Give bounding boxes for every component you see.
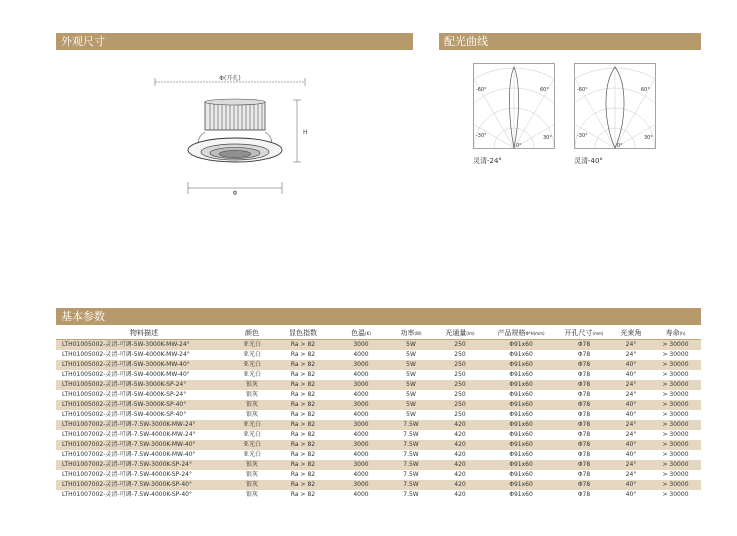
table-cell: > 30000 (650, 340, 701, 351)
table-cell: 7.5W (388, 470, 434, 480)
table-cell: Φ78 (556, 390, 612, 400)
table-cell: Φ78 (556, 410, 612, 420)
table-cell: 亚光白 (232, 350, 272, 360)
table-row (56, 350, 701, 360)
params-title: 基本参数 (61, 310, 105, 323)
table-cell: 420 (434, 480, 486, 490)
table-cell: 3000 (334, 340, 388, 351)
polar-chart-24 (473, 63, 555, 149)
table-cell: 40° (612, 490, 650, 500)
column-header-label: 颜色 (245, 328, 259, 337)
table-row (56, 480, 701, 490)
table-cell: 亚光白 (232, 450, 272, 460)
table-cell: 3000 (334, 440, 388, 450)
table-cell: 银灰 (232, 390, 272, 400)
table-cell: LTH01005002-灵清-可调-5W-3000K-SP-40° (56, 400, 232, 410)
table-cell: Ra > 82 (272, 370, 334, 380)
table-cell: Φ78 (556, 450, 612, 460)
table-row (56, 440, 701, 450)
polar1-label-neg30: -30° (476, 133, 487, 139)
table-row (56, 460, 701, 470)
table-cell: 3000 (334, 420, 388, 430)
table-cell: > 30000 (650, 440, 701, 450)
polar2-label-neg30: -30° (577, 133, 588, 139)
product-dimension-drawing (150, 70, 330, 200)
table-cell: Φ91x60 (486, 480, 556, 490)
table-cell: Φ78 (556, 490, 612, 500)
column-header-unit: (W) (414, 330, 422, 336)
column-header (56, 326, 232, 340)
column-header (388, 326, 434, 340)
table-cell: Ra > 82 (272, 340, 334, 351)
table-row (56, 430, 701, 440)
table-cell: Φ78 (556, 430, 612, 440)
polar1-label-30: 30° (543, 135, 552, 141)
table-cell: Φ91x60 (486, 390, 556, 400)
table-cell: LTH01005002-灵清-可调-5W-4000K-MW-24° (56, 350, 232, 360)
table-cell: 银灰 (232, 400, 272, 410)
table-cell: 4000 (334, 450, 388, 460)
table-cell: 250 (434, 390, 486, 400)
table-row (56, 370, 701, 380)
table-row (56, 470, 701, 480)
column-header-unit: (lm) (466, 330, 475, 336)
table-cell: 3000 (334, 360, 388, 370)
table-cell: 7.5W (388, 430, 434, 440)
table-cell: Φ91x60 (486, 460, 556, 470)
table-cell: 3000 (334, 460, 388, 470)
table-row (56, 410, 701, 420)
table-cell: 40° (612, 480, 650, 490)
table-cell: Φ78 (556, 460, 612, 470)
table-cell: > 30000 (650, 390, 701, 400)
table-cell: 7.5W (388, 480, 434, 490)
table-cell: 250 (434, 360, 486, 370)
table-cell: 7.5W (388, 420, 434, 430)
table-cell: 250 (434, 370, 486, 380)
table-cell: 40° (612, 400, 650, 410)
table-cell: 亚光白 (232, 440, 272, 450)
table-cell: 4000 (334, 350, 388, 360)
height-label: H (303, 129, 308, 136)
table-cell: > 30000 (650, 360, 701, 370)
dimensions-section-header (56, 33, 413, 50)
table-cell: 250 (434, 410, 486, 420)
table-cell: 4000 (334, 390, 388, 400)
column-header (334, 326, 388, 340)
column-header-label: 开孔尺寸 (564, 328, 593, 337)
column-header-unit: (mm) (592, 330, 604, 336)
table-cell: > 30000 (650, 430, 701, 440)
table-cell: 银灰 (232, 470, 272, 480)
table-cell: 24° (612, 470, 650, 480)
table-cell: Φ78 (556, 400, 612, 410)
table-cell: 亚光白 (232, 420, 272, 430)
table-row (56, 380, 701, 390)
table-cell: LTH01007002-灵清-可调-7.5W-4000K-SP-40° (56, 490, 232, 500)
table-cell: Φ78 (556, 350, 612, 360)
table-cell: Φ78 (556, 440, 612, 450)
table-cell: 4000 (334, 470, 388, 480)
column-header (272, 326, 334, 340)
table-cell: 24° (612, 460, 650, 470)
table-cell: 24° (612, 380, 650, 390)
table-cell: LTH01007002-灵清-可调-7.5W-3000K-MW-24° (56, 420, 232, 430)
column-header (612, 326, 650, 340)
table-cell: 5W (388, 350, 434, 360)
table-cell: > 30000 (650, 410, 701, 420)
table-row (56, 490, 701, 500)
column-header-unit: (K) (365, 330, 371, 336)
table-cell: 420 (434, 490, 486, 500)
table-cell: 4000 (334, 370, 388, 380)
table-cell: Ra > 82 (272, 450, 334, 460)
table-cell: Ra > 82 (272, 490, 334, 500)
polar1-label-0: 0° (516, 143, 522, 149)
table-cell: Ra > 82 (272, 360, 334, 370)
column-header-label: 产品规格 (497, 328, 526, 337)
table-row (56, 390, 701, 400)
table-cell: Φ91x60 (486, 470, 556, 480)
light-curve-title: 配光曲线 (444, 35, 488, 48)
table-cell: 40° (612, 440, 650, 450)
table-cell: 24° (612, 430, 650, 440)
polar-chart-24-caption: 灵清-24° (473, 157, 502, 165)
table-cell: 24° (612, 390, 650, 400)
table-cell: LTH01007002-灵清-可调-7.5W-4000K-MW-24° (56, 430, 232, 440)
table-body (56, 340, 701, 501)
table-cell: Ra > 82 (272, 380, 334, 390)
table-row (56, 450, 701, 460)
table-cell: Ra > 82 (272, 420, 334, 430)
table-cell: Ra > 82 (272, 470, 334, 480)
table-cell: 420 (434, 430, 486, 440)
table-cell: LTH01007002-灵清-可调-7.5W-3000K-SP-40° (56, 480, 232, 490)
column-header (556, 326, 612, 340)
table-cell: Φ91x60 (486, 450, 556, 460)
table-cell: 5W (388, 400, 434, 410)
table-cell: 银灰 (232, 490, 272, 500)
table-cell: 4000 (334, 430, 388, 440)
table-cell: 250 (434, 380, 486, 390)
table-cell: Φ91x60 (486, 360, 556, 370)
column-header (650, 326, 701, 340)
table-cell: Ra > 82 (272, 410, 334, 420)
table-cell: 420 (434, 440, 486, 450)
spec-table-container (56, 326, 701, 500)
table-cell: 40° (612, 370, 650, 380)
table-cell: 250 (434, 400, 486, 410)
table-cell: > 30000 (650, 470, 701, 480)
dimensions-title: 外观尺寸 (61, 35, 105, 48)
polar-chart-40 (574, 63, 656, 149)
polar1-label-neg60: -60° (476, 87, 487, 93)
column-header-unit: Φ*H(mm) (525, 330, 545, 336)
table-cell: LTH01005002-灵清-可调-5W-3000K-MW-24° (56, 340, 232, 351)
table-row (56, 340, 701, 351)
table-row (56, 420, 701, 430)
table-cell: Φ78 (556, 470, 612, 480)
table-cell: Φ78 (556, 340, 612, 351)
table-cell: Φ78 (556, 380, 612, 390)
column-header-unit: (h) (679, 330, 686, 336)
table-cell: > 30000 (650, 450, 701, 460)
table-cell: 5W (388, 360, 434, 370)
table-cell: Ra > 82 (272, 460, 334, 470)
table-cell: Φ78 (556, 360, 612, 370)
table-cell: Φ91x60 (486, 420, 556, 430)
light-curve-section-header (439, 33, 701, 50)
table-row (56, 400, 701, 410)
table-cell: Φ78 (556, 480, 612, 490)
table-cell: 7.5W (388, 440, 434, 450)
table-cell: 40° (612, 360, 650, 370)
table-cell: Φ78 (556, 370, 612, 380)
table-cell: LTH01007002-灵清-可调-7.5W-3000K-SP-24° (56, 460, 232, 470)
table-cell: 420 (434, 460, 486, 470)
table-cell: > 30000 (650, 460, 701, 470)
polar2-label-60: 60° (641, 87, 650, 93)
table-cell: Φ91x60 (486, 430, 556, 440)
table-cell: 银灰 (232, 380, 272, 390)
polar1-label-60: 60° (540, 87, 549, 93)
table-cell: > 30000 (650, 400, 701, 410)
table-cell: Ra > 82 (272, 440, 334, 450)
table-cell: 5W (388, 410, 434, 420)
heatsink (205, 99, 265, 130)
table-cell: > 30000 (650, 480, 701, 490)
table-cell: Ra > 82 (272, 430, 334, 440)
column-header-label: 光通量 (445, 328, 467, 337)
column-header-label: 物料描述 (130, 328, 158, 337)
table-cell: > 30000 (650, 350, 701, 360)
table-cell: 24° (612, 420, 650, 430)
table-cell: 5W (388, 390, 434, 400)
table-cell: Φ78 (556, 420, 612, 430)
table-cell: LTH01007002-灵清-可调-7.5W-4000K-SP-24° (56, 470, 232, 480)
column-header-label: 功率 (400, 328, 415, 337)
table-cell: 5W (388, 340, 434, 351)
table-cell: LTH01005002-灵清-可调-5W-4000K-SP-24° (56, 390, 232, 400)
table-cell: 银灰 (232, 480, 272, 490)
table-cell: Φ91x60 (486, 340, 556, 351)
polar2-label-30: 30° (644, 135, 653, 141)
table-cell: Φ91x60 (486, 410, 556, 420)
table-cell: 5W (388, 370, 434, 380)
table-cell: 250 (434, 340, 486, 351)
table-cell: 3000 (334, 380, 388, 390)
polar-chart-40-caption: 灵清-40° (574, 157, 603, 165)
table-cell: 5W (388, 380, 434, 390)
polar2-label-0: 0° (617, 143, 623, 149)
table-cell: 银灰 (232, 410, 272, 420)
table-cell: LTH01007002-灵清-可调-7.5W-3000K-MW-40° (56, 440, 232, 450)
table-cell: Ra > 82 (272, 480, 334, 490)
diameter-label: Φ (232, 190, 238, 197)
column-header-label: 光束角 (620, 328, 642, 337)
table-cell: Φ91x60 (486, 350, 556, 360)
table-cell: Φ91x60 (486, 440, 556, 450)
table-cell: > 30000 (650, 370, 701, 380)
table-cell: > 30000 (650, 490, 701, 500)
table-header-row (56, 326, 701, 340)
table-cell: 亚光白 (232, 360, 272, 370)
table-cell: 7.5W (388, 460, 434, 470)
table-cell: LTH01005002-灵清-可调-5W-3000K-SP-24° (56, 380, 232, 390)
table-cell: Φ91x60 (486, 370, 556, 380)
table-cell: 3000 (334, 480, 388, 490)
table-cell: Ra > 82 (272, 350, 334, 360)
table-cell: LTH01007002-灵清-可调-7.5W-4000K-MW-40° (56, 450, 232, 460)
table-cell: 250 (434, 350, 486, 360)
table-row (56, 360, 701, 370)
table-cell: 亚光白 (232, 340, 272, 351)
table-cell: > 30000 (650, 420, 701, 430)
table-cell: > 30000 (650, 380, 701, 390)
cutout-diameter-label: Φ(开孔) (219, 75, 241, 82)
column-header (486, 326, 556, 340)
table-cell: 4000 (334, 410, 388, 420)
spec-table (56, 326, 701, 500)
table-cell: 亚光白 (232, 370, 272, 380)
table-cell: 7.5W (388, 450, 434, 460)
column-header-label: 寿命 (665, 328, 680, 337)
table-cell: 24° (612, 340, 650, 351)
table-cell: 420 (434, 420, 486, 430)
column-header-label: 色温 (351, 328, 366, 337)
table-cell: Ra > 82 (272, 400, 334, 410)
table-cell: LTH01005002-灵清-可调-5W-3000K-MW-40° (56, 360, 232, 370)
table-cell: 40° (612, 410, 650, 420)
lamp-trim (188, 138, 282, 162)
table-cell: 亚光白 (232, 430, 272, 440)
column-header-label: 显色指数 (289, 328, 317, 337)
table-cell: 40° (612, 450, 650, 460)
table-cell: 420 (434, 470, 486, 480)
table-cell: Φ91x60 (486, 380, 556, 390)
table-cell: 420 (434, 450, 486, 460)
table-cell: LTH01005002-灵清-可调-5W-4000K-SP-40° (56, 410, 232, 420)
table-cell: 3000 (334, 400, 388, 410)
table-cell: 4000 (334, 490, 388, 500)
table-cell: 银灰 (232, 460, 272, 470)
table-cell: LTH01005002-灵清-可调-5W-4000K-MW-40° (56, 370, 232, 380)
table-cell: Φ91x60 (486, 490, 556, 500)
table-cell: Ra > 82 (272, 390, 334, 400)
column-header (232, 326, 272, 340)
table-cell: 7.5W (388, 490, 434, 500)
table-cell: Φ91x60 (486, 400, 556, 410)
params-section-header (56, 308, 701, 325)
table-cell: 24° (612, 350, 650, 360)
polar2-label-neg60: -60° (577, 87, 588, 93)
column-header (434, 326, 486, 340)
